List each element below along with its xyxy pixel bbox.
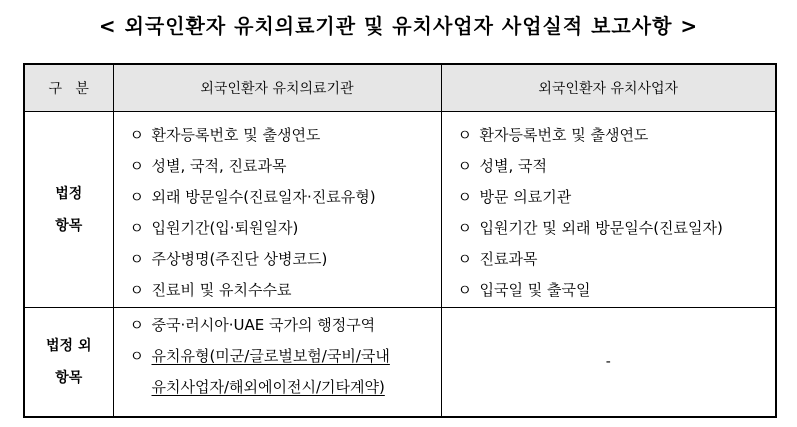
list-item (130, 120, 441, 151)
header-agency: 외국인환자 유치사업자 (441, 64, 776, 112)
list-item (130, 372, 441, 403)
item-text: 입원기간(입·퇴원일자) (151, 219, 299, 237)
bullet-icon: ㅇ (457, 126, 472, 144)
list-item (130, 275, 441, 306)
item-text: 성별, 국적, 진료과목 (151, 157, 287, 175)
item-text-underlined: 유치유형(미군/글로벌보험/국비/국내 (151, 347, 390, 365)
item-text: 환자등록번호 및 출생연도 (479, 126, 649, 144)
item-text: 성별, 국적 (479, 157, 547, 175)
item-text: 입원기간 및 외래 방문일수(진료일자) (479, 219, 723, 237)
report-table (23, 63, 777, 418)
list-item (130, 151, 441, 182)
item-text: 중국·러시아·UAE 국가의 행정구역 (151, 316, 376, 334)
item-text: 외래 방문일수(진료일자·진료유형) (151, 188, 376, 206)
bullet-icon: ㅇ (457, 281, 472, 299)
agency-nonlegal-cell: - (441, 308, 776, 418)
list-item (458, 213, 776, 244)
item-text-underlined: 유치사업자/해외에이전시/기타계약) (151, 378, 385, 396)
list-item (458, 275, 776, 306)
bullet-icon: ㅇ (457, 188, 472, 206)
list-item (130, 341, 441, 372)
header-category: 구 분 (24, 64, 113, 112)
non-legal-items-row (24, 308, 776, 418)
bullet-icon: ㅇ (129, 316, 144, 334)
item-text: 환자등록번호 및 출생연도 (151, 126, 321, 144)
label-line: 법정 외 (46, 338, 92, 354)
non-legal-items-label (24, 308, 113, 418)
item-text: 진료과목 (479, 250, 538, 268)
bullet-icon: ㅇ (129, 157, 144, 175)
label-line: 법정 (55, 185, 83, 202)
legal-items-label (24, 112, 113, 308)
list-item (130, 244, 441, 275)
report-title: < 외국인환자 유치의료기관 및 유치사업자 사업실적 보고사항 > (98, 14, 699, 38)
agency-legal-cell (441, 112, 776, 308)
item-text: 방문 의료기관 (479, 188, 572, 206)
bullet-icon: ㅇ (129, 219, 144, 237)
list-item (458, 244, 776, 275)
list-item (130, 213, 441, 244)
list-item (458, 151, 776, 182)
institution-nonlegal-cell (113, 308, 441, 418)
item-text: 진료비 및 유치수수료 (151, 281, 292, 299)
label-line: 항목 (55, 217, 83, 234)
bullet-icon: ㅇ (129, 188, 144, 206)
item-text: 주상병명(주진단 상병코드) (151, 250, 328, 268)
bullet-icon: ㅇ (457, 219, 472, 237)
label-line: 항목 (55, 370, 83, 386)
bullet-icon: ㅇ (457, 157, 472, 175)
bullet-icon: ㅇ (129, 281, 144, 299)
institution-legal-cell (113, 112, 441, 308)
list-item (458, 120, 776, 151)
bullet-icon: ㅇ (129, 347, 144, 365)
bullet-icon: ㅇ (129, 126, 144, 144)
bullet-icon: ㅇ (457, 250, 472, 268)
list-item (130, 310, 441, 341)
list-item (458, 182, 776, 213)
item-text: 입국일 및 출국일 (479, 281, 591, 299)
header-row (24, 64, 776, 112)
legal-items-row (24, 112, 776, 308)
list-item (130, 182, 441, 213)
bullet-icon: ㅇ (129, 250, 144, 268)
header-institution: 외국인환자 유치의료기관 (113, 64, 441, 112)
